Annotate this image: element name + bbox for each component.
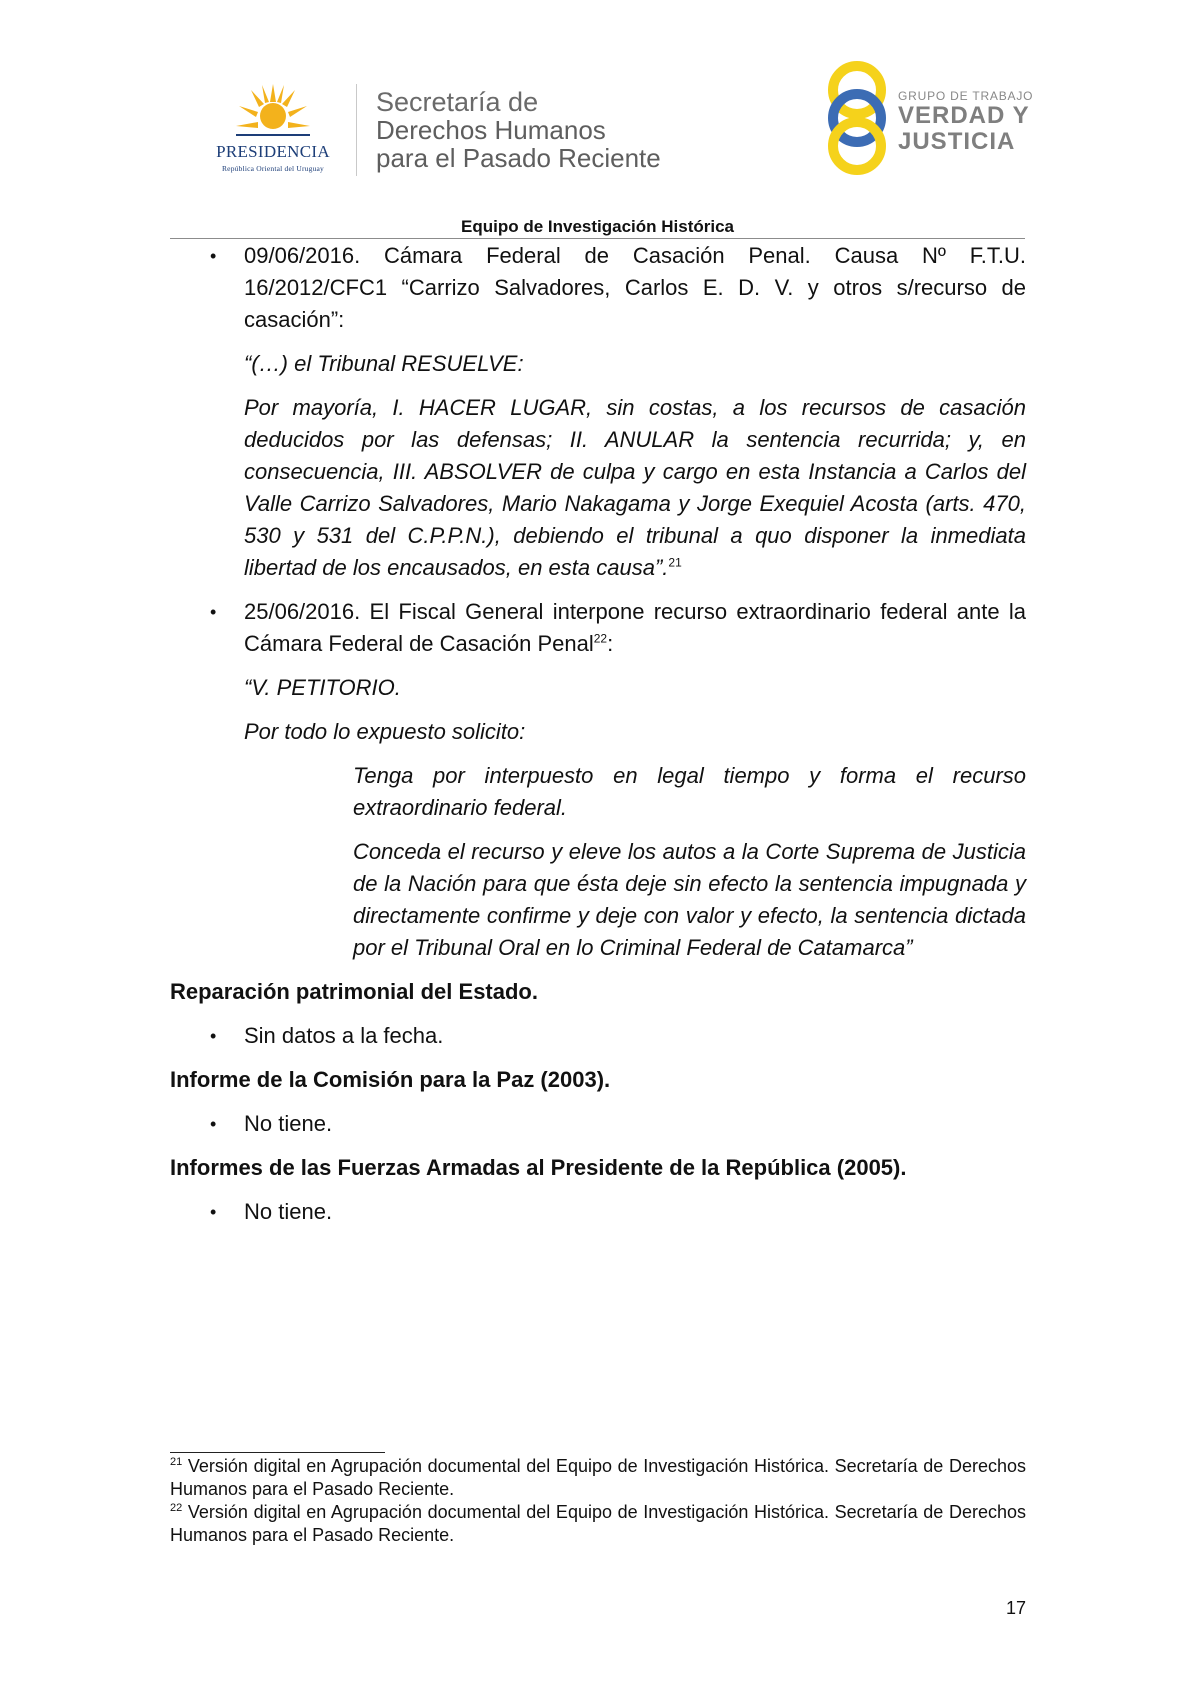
verdad-label: VERDAD Y xyxy=(898,102,1030,129)
bullet: • xyxy=(210,602,217,622)
presidencia-subtitle: República Oriental del Uruguay xyxy=(221,164,324,173)
footnotes xyxy=(170,1455,1026,1547)
section-header-title: Equipo de Investigación Histórica xyxy=(461,217,734,236)
quote-paragraph xyxy=(244,392,1026,584)
sun-emblem-icon xyxy=(236,82,310,142)
presidencia-wordmark: PRESIDENCIA xyxy=(216,142,330,161)
quote-paragraph: Tenga por interpuesto en legal tiempo y forma el recurso extraordinario federal. xyxy=(353,763,1026,820)
list-item xyxy=(170,1196,1026,1228)
section-heading: Reparación patrimonial del Estado. xyxy=(170,979,538,1004)
item-text-end: : xyxy=(607,631,614,656)
bullet: • xyxy=(210,1202,217,1222)
section-heading: Informe de la Comisión para la Paz (2003). xyxy=(170,1067,611,1092)
header-rule xyxy=(170,238,1025,239)
quote-text: Por mayoría, I. HACER LUGAR, sin costas, a los recursos de casación deducidos por las defensas; II. ANULAR la sentencia recurrida; y, en consecuencia, III. ABSOLVER de culpa y cargo en esta Instancia a Carlos del Valle Carrizo Salvadores, Mario Nakagama y Jorge Exequiel Acosta (arts. 470, 530 y 531 del C.P.P.N.), debiendo el tribunal a quo disponer la inmediata libertad de los encausados, en esta causa”. xyxy=(244,395,1026,580)
document-body xyxy=(170,240,1026,1240)
interlocked-rings-icon xyxy=(822,56,892,180)
item-text xyxy=(244,596,1026,660)
bullet: • xyxy=(210,1114,217,1134)
list-item xyxy=(170,1108,1026,1140)
bullet: • xyxy=(210,246,217,266)
item-text: 09/06/2016. Cámara Federal de Casación Penal. Causa Nº F.T.U. 16/2012/CFC1 “Carrizo Salvadores, Carlos E. D. V. y otros s/recurso de casación”: xyxy=(244,243,1026,332)
bullet: • xyxy=(210,1026,217,1046)
quote-paragraph: Por todo lo expuesto solicito: xyxy=(244,719,526,744)
footnote-text: Versión digital en Agrupación documental del Equipo de Investigación Histórica. Secretaría de Derechos Humanos para el Pasado Reciente. xyxy=(170,1456,1026,1499)
item-text-main: 25/06/2016. El Fiscal General interpone recurso extraordinario federal ante la Cámara Federal de Casación Penal xyxy=(244,599,1026,656)
item-text: No tiene. xyxy=(244,1199,333,1224)
footnote xyxy=(170,1501,1026,1547)
footnote-separator xyxy=(170,1452,385,1453)
item-text: No tiene. xyxy=(244,1111,333,1136)
quote-paragraph: “V. PETITORIO. xyxy=(244,675,401,700)
list-item xyxy=(170,1020,1026,1052)
footnote xyxy=(170,1455,1026,1501)
secretaria-line-2: Derechos Humanos xyxy=(376,115,606,145)
quote-paragraph: “(…) el Tribunal RESUELVE: xyxy=(244,351,524,376)
list-item xyxy=(170,240,1026,336)
quote-paragraph: Conceda el recurso y eleve los autos a la Corte Suprema de Justicia de la Nación para que ésta deje sin efecto la sentencia impugnada y directamente confirme y deje con valor y efecto, la sentencia dictada por el Tribunal Oral en lo Criminal Federal de Catamarca” xyxy=(353,839,1026,960)
footnote-ref[interactable]: 22 xyxy=(593,631,608,646)
page-number: 17 xyxy=(1005,1598,1026,1618)
footnote-number: 22 xyxy=(170,1502,183,1514)
item-text: Sin datos a la fecha. xyxy=(244,1023,444,1048)
footnote-ref[interactable]: 21 xyxy=(668,555,682,570)
presidencia-logo xyxy=(198,82,348,177)
grupo-label: GRUPO DE TRABAJO xyxy=(898,89,1034,103)
footnote-number: 21 xyxy=(170,1456,183,1468)
secretaria-line-3: para el Pasado Reciente xyxy=(376,143,661,173)
verdad-justicia-logo xyxy=(822,56,1032,180)
list-item xyxy=(170,596,1026,660)
secretaria-logo-text xyxy=(376,88,661,172)
footnote-text: Versión digital en Agrupación documental del Equipo de Investigación Histórica. Secretaría de Derechos Humanos para el Pasado Reciente. xyxy=(170,1502,1026,1545)
header-divider xyxy=(356,84,357,176)
section-heading: Informes de las Fuerzas Armadas al Presidente de la República (2005). xyxy=(170,1155,907,1180)
justicia-label: JUSTICIA xyxy=(898,128,1016,155)
secretaria-line-1: Secretaría de xyxy=(376,87,539,117)
